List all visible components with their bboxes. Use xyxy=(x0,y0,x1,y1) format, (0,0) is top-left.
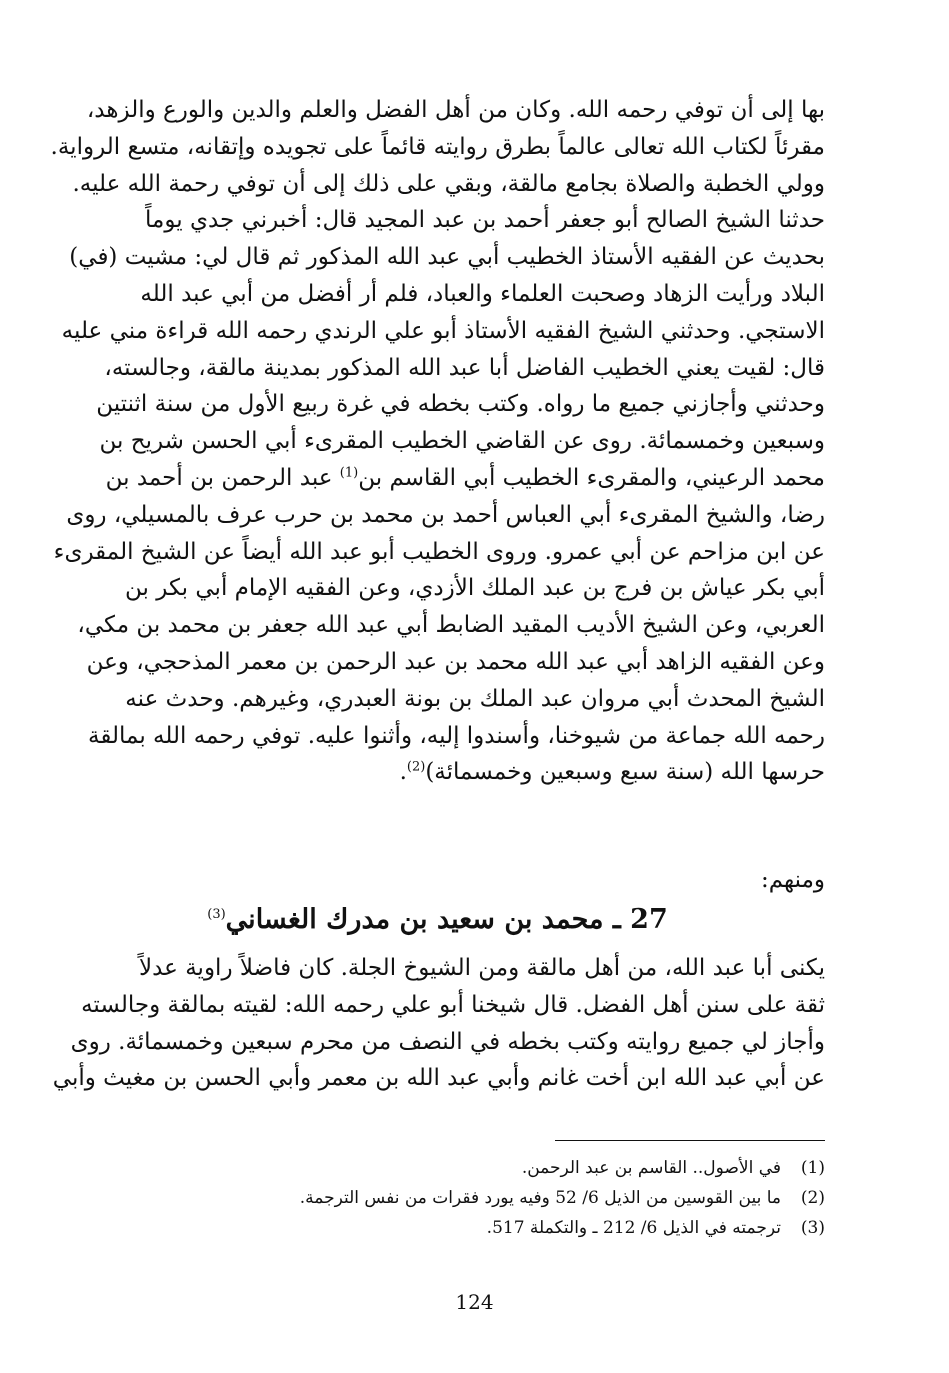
entry-title: 27 ـ محمد بن سعيد بن مدرك الغساني xyxy=(225,904,668,935)
text-line: عن ابن مزاحم عن أبي عمرو. وروى الخطيب أبو عبد الله أيضاً عن الشيخ المقرىء xyxy=(53,538,825,565)
footnote-divider xyxy=(555,1140,825,1141)
footnote-ref: (3) xyxy=(207,907,226,922)
text-line: قال: لقيت يعني الخطيب الفاضل أبا عبد الله المذكور بمدينة مالقة، وجالسته، xyxy=(104,354,825,381)
text-line: بحديث عن الفقيه الأستاذ الخطيب أبي عبد الله المذكور ثم قال لي: مشيت (في) xyxy=(69,244,825,271)
text-line: يكنى أبا عبد الله، من أهل مالقة ومن الشيوخ الجلة. كان فاضلاً راوية عدلاً xyxy=(138,955,825,981)
text-line: وسبعين وخمسمائة. روى عن القاضي الخطيب المقرىء أبي الحسن شريح بن xyxy=(99,428,825,455)
footnote-text: في الأصول.. القاسم بن عبد الرحمن. xyxy=(521,1158,781,1178)
biography-paragraph-bottom xyxy=(50,950,825,1097)
footnote-number: (2) xyxy=(800,1188,825,1208)
text-line: البلاد ورأيت الزهاد وصحبت العلماء والعباد، فلم أر أفضل من أبي عبد الله xyxy=(140,280,825,307)
text-line: بها إلى أن توفي رحمه الله. وكان من أهل الفضل والعلم والدين والورع والزهد، xyxy=(86,97,825,123)
text-segment: محمد الرعيني، والمقرىء الخطيب أبي القاسم بن xyxy=(358,464,825,491)
text-line-with-footnote-ref xyxy=(50,754,825,791)
text-segment: . xyxy=(399,759,407,786)
text-segment: حرسها الله (سنة سبع وسبعين وخمسمائة) xyxy=(425,759,825,786)
text-line: رحمه الله جماعة من شيوخنا، وأسندوا إليه، وأثنوا عليه. توفي رحمه الله بمالقة xyxy=(88,722,825,749)
text-line: وعن الفقيه الزاهد أبي عبد الله محمد بن عبد الرحمن بن معمر المذحجي، وعن xyxy=(86,648,825,675)
footnote xyxy=(125,1153,825,1183)
biography-paragraph-top xyxy=(50,92,825,791)
footnote-number: (3) xyxy=(800,1218,825,1238)
footnote-ref: (2) xyxy=(406,759,426,775)
text-line: مقرئاً لكتاب الله تعالى عالماً بطرق روايته قائماً على تجويده وإتقانه، متسع الرواية. xyxy=(50,133,825,160)
footnote xyxy=(125,1213,825,1243)
text-line: العربي، وعن الشيخ الأديب المقيد الضابط أبي عبد الله جعفر بن محمد بن مكي، xyxy=(77,612,825,639)
text-line: وأجاز لي جميع روايته وكتب بخطه في النصف من محرم سبعين وخمسمائة. روى xyxy=(70,1028,825,1055)
footnote-number: (1) xyxy=(800,1158,825,1178)
footnote-text: ترجمته في الذيل 6/ 212 ـ والتكملة 517. xyxy=(486,1218,781,1238)
entry-heading xyxy=(50,900,825,940)
text-line: حدثنا الشيخ الصالح أبو جعفر أحمد بن عبد المجيد قال: أخبرني جدي يوماً xyxy=(145,207,825,234)
footnote-text: ما بين القوسين من الذيل 6/ 52 وفيه يورد فقرات من نفس الترجمة. xyxy=(299,1188,781,1208)
text-line: ثقة على سنن أهل الفضل. قال شيخنا أبو علي رحمه الله: لقيته بمالقة وجالسته xyxy=(81,991,825,1018)
text-line: وولي الخطبة والصلاة بجامع مالقة، وبقي على ذلك إلى أن توفي رحمة الله عليه. xyxy=(72,170,825,197)
text-line-with-footnote-ref xyxy=(50,460,825,497)
intro-label: ومنهم: xyxy=(760,867,825,893)
text-segment: عبد الرحمن بن أحمد بن xyxy=(105,464,340,491)
text-line: الشيخ المحدث أبي مروان عبد الملك بن بونة العبدري، وغيرهم. وحدث عنه xyxy=(125,685,825,712)
text-line: عن أبي عبد الله ابن أخت غانم وأبي عبد الله بن معمر وأبي الحسن بن مغيث وأبي xyxy=(52,1065,825,1092)
page-number: 124 xyxy=(455,1290,494,1314)
text-line: الاستجي. وحدثني الشيخ الفقيه الأستاذ أبو علي الرندي رحمه الله قراءة مني عليه xyxy=(61,317,825,344)
footnote-ref: (1) xyxy=(339,465,359,481)
footnotes xyxy=(125,1153,825,1243)
text-line: أبي بكر عياش بن فرج بن عبد الملك الأزدي، وعن الفقيه الإمام أبي بكر بن xyxy=(125,575,825,602)
footnote xyxy=(125,1183,825,1213)
text-line: وحدثني وأجازني جميع ما رواه. وكتب بخطه في غرة ربيع الأول من سنة اثنتين xyxy=(96,391,825,418)
text-line: رضا، والشيخ المقرىء أبي العباس أحمد بن محمد بن حرب عرف بالمسيلي، روى xyxy=(66,501,825,528)
